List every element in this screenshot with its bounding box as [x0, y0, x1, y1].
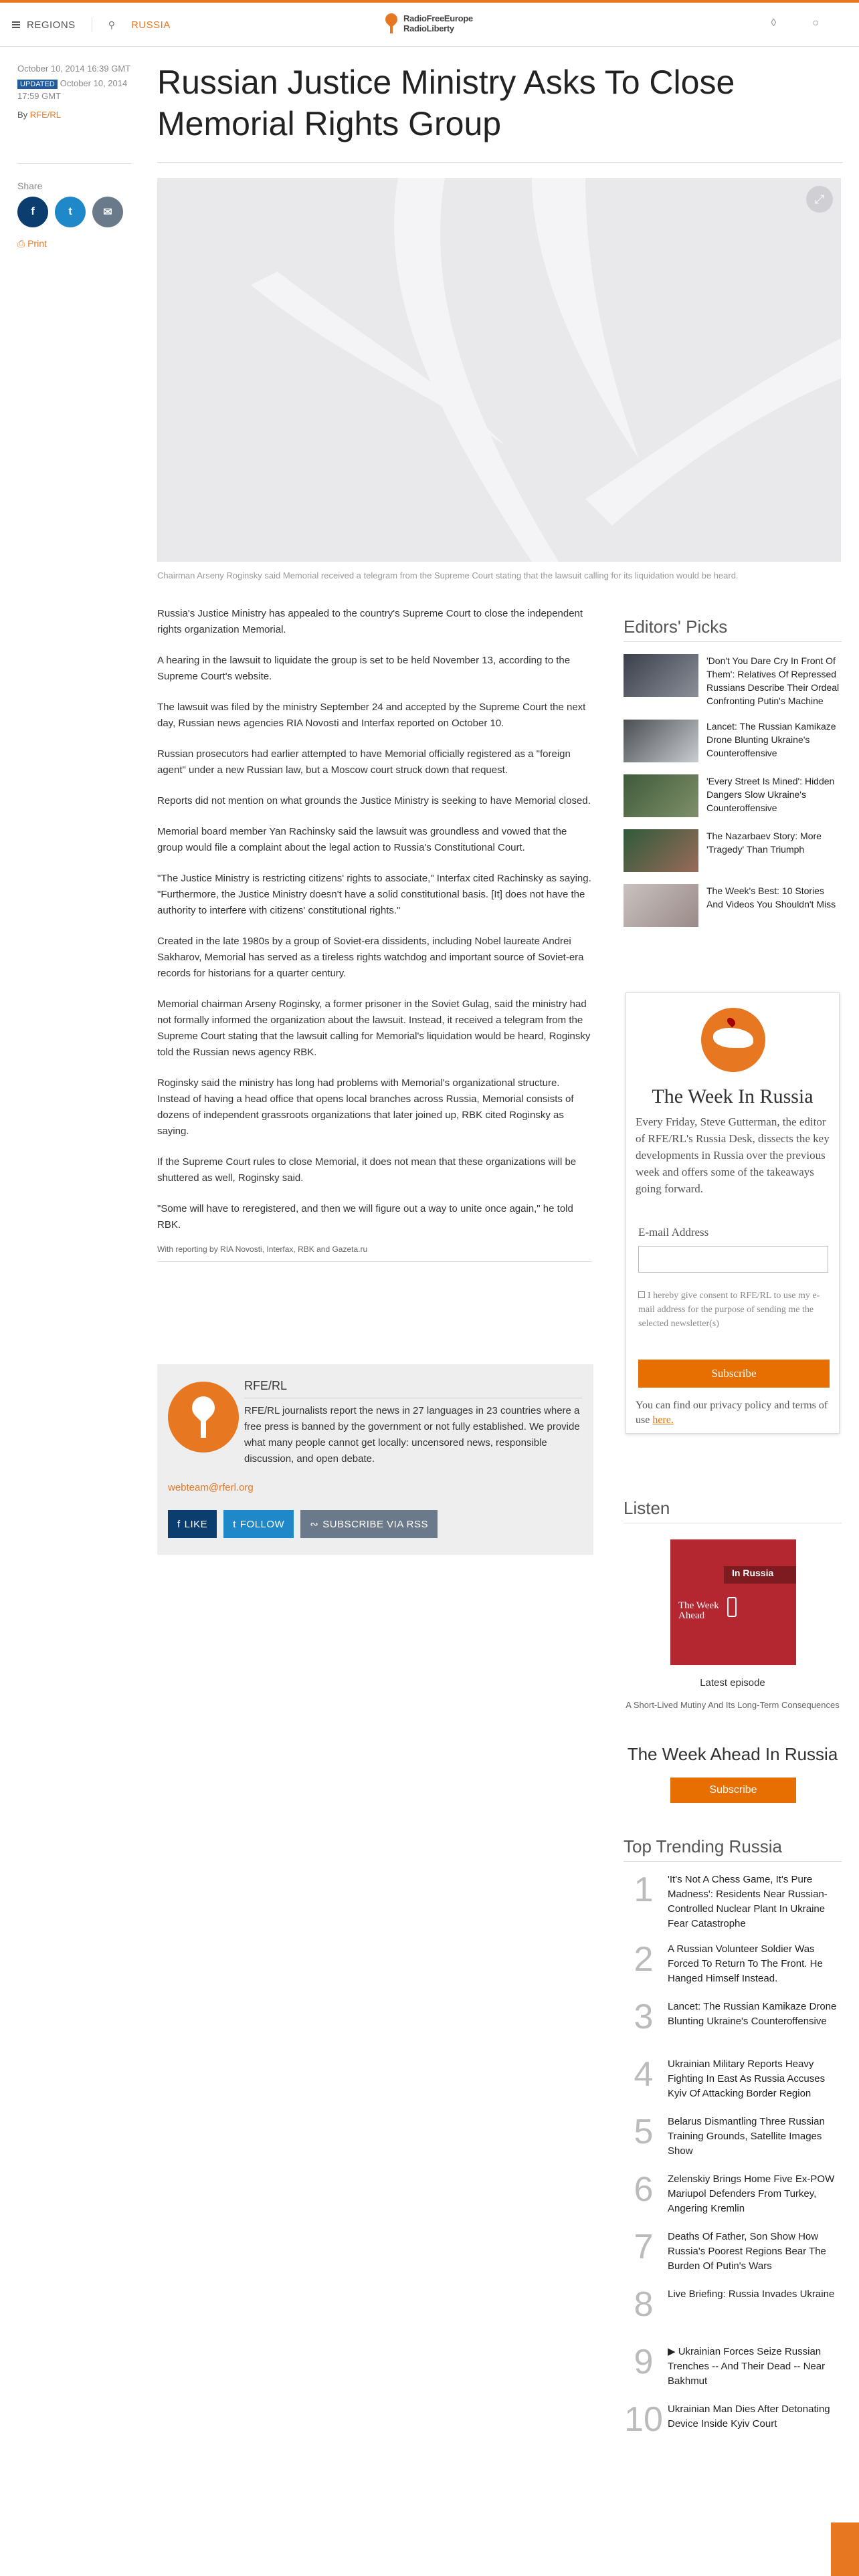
author-link[interactable]: RFE/RL [29, 110, 62, 120]
paragraph: "Some will have to reregistered, and then we will figure out a way to unite once again," he told RBK. [157, 1203, 573, 1230]
print-label: Print [27, 238, 47, 249]
editors-pick-title: 'Don't You Dare Cry In Front Of Them': Relatives Of Repressed Russians Describe Their Ordeal Confronting Putin's Machine [706, 655, 840, 706]
trending-rank: 7 [634, 2228, 654, 2266]
paragraph: The lawsuit was filed by the ministry September 24 and accepted by the Supreme Court the next day, Russian news agencies RIA Novosti and Interfax reported on October 10. [157, 702, 586, 729]
updated-line [17, 78, 131, 102]
rferl-logo-icon [168, 1382, 239, 1453]
paragraph: If the Supreme Court rules to close Memorial, it does not mean that these organizations will be shuttered as well, Roginsky said. [157, 1156, 577, 1184]
publish-date: October 10, 2014 16:39 GMT [17, 64, 131, 74]
consent-text: I hereby give consent to RFE/RL to use my e-mail address for the purpose of sending me the selected newsletter(s) [638, 1291, 820, 1329]
trending-title: Ukrainian Military Reports Heavy Fighting In East As Russia Accuses Kyiv Of Attacking Border Region [668, 2058, 826, 2099]
trending-rank: 2 [634, 1940, 654, 1979]
paragraph: Roginsky said the ministry has long had problems with Memorial's organizational structure. Instead of having a head office that opens local branches across Russia, Memorial consists of dozens of independent grassroots organizations that later joined up, RBK cited Roginsky as saying. [157, 1077, 574, 1137]
section-link-russia[interactable]: RUSSIA [130, 19, 171, 31]
rss-label: SUBSCRIBE VIA RSS [322, 1518, 429, 1530]
follow-label: FOLLOW [240, 1518, 285, 1530]
trending-title: Belarus Dismantling Three Russian Training Grounds, Satellite Images Show [668, 2116, 825, 2157]
trending-item[interactable] [624, 2172, 842, 2219]
newsletter-description: Every Friday, Steve Gutterman, the editor of RFE/RL's Russia Desk, dissects the key developments in Russia over the previous week and offers some of the takeaways going forward. [636, 1115, 830, 1195]
editors-pick-title: The Week's Best: 10 Stories And Videos You Shouldn't Miss [706, 885, 836, 909]
author-social-buttons [168, 1510, 438, 1538]
trending-heading: Top Trending Russia [624, 1836, 783, 1856]
podcast-subscribe-button[interactable]: Subscribe [670, 1778, 796, 1803]
newsletter-subscribe-button[interactable]: Subscribe [638, 1360, 830, 1388]
like-button[interactable] [168, 1510, 217, 1538]
twitter-icon: t [233, 1518, 236, 1530]
trending-title [668, 2345, 842, 2391]
twitter-icon: t [68, 206, 72, 217]
print-link[interactable] [17, 238, 47, 249]
site-logo[interactable] [383, 13, 473, 33]
editors-pick-thumbnail [624, 774, 698, 817]
logo-line-2: RadioLiberty [403, 23, 454, 33]
trending-title-text: Ukrainian Forces Seize Russian Trenches -- And Their Dead -- Near Bakhmut [668, 2346, 826, 2387]
share-buttons [17, 197, 123, 227]
trending-rank: 9 [634, 2343, 654, 2381]
trending-item[interactable] [624, 2402, 842, 2449]
trending-rank: 1 [634, 1870, 654, 1909]
artwork-label-bottom [678, 1601, 719, 1621]
author-box-name: RFE/RL [244, 1379, 288, 1392]
paragraph: A hearing in the lawsuit to liquidate the group is set to be held November 13, according to the Supreme Court's website. [157, 655, 571, 682]
trending-title: Zelenskiy Brings Home Five Ex-POW Mariupol Defenders From Turkey, Angering Kremlin [668, 2173, 835, 2214]
trending-item[interactable] [624, 2115, 842, 2161]
email-input[interactable] [638, 1246, 828, 1273]
microphone-icon [727, 1597, 737, 1617]
artwork-line-2: Ahead [678, 1610, 705, 1621]
trending-title: Ukrainian Man Dies After Detonating Device Inside Kyiv Court [668, 2403, 830, 2430]
editors-pick-title: The Nazarbaev Story: More 'Tragedy' Than Triumph [706, 831, 822, 855]
trending-title: 'It's Not A Chess Game, It's Pure Madness': Residents Near Russian-Controlled Nuclear Plant In Ukraine Fear Catastrophe [668, 1874, 828, 1929]
editors-pick-thumbnail [624, 884, 698, 927]
author-box-description: RFE/RL journalists report the news in 27 languages in 23 countries where a free press is banned by the government or not fully established. We provide what many people cannot get locally: uncensored news, responsible discussion, and open debate. [244, 1405, 580, 1465]
author-email-link[interactable]: webteam@rferl.org [168, 1482, 254, 1493]
consent-checkbox-row [638, 1289, 826, 1331]
editors-picks-heading: Editors' Picks [624, 617, 728, 637]
enlarge-image-button[interactable] [806, 186, 833, 213]
podcast-show-title[interactable]: The Week Ahead In Russia [627, 1744, 838, 1764]
trending-item[interactable] [624, 2230, 842, 2276]
listen-section [624, 1498, 842, 1523]
podcast-artwork[interactable] [670, 1539, 796, 1665]
trending-item[interactable] [624, 2057, 842, 2104]
byline [17, 109, 131, 121]
paragraph: Memorial chairman Arseny Roginsky, a former prisoner in the Soviet Gulag, said the ministry had not formally informed the organization about the lawsuit. Instead, it received a telegram from the Supreme Court stating that the lawsuit calling for Memorial's liquidation would be heard, Roginsky told the Russian news agency RBK. [157, 998, 591, 1058]
paragraph: Russia's Justice Ministry has appealed to the country's Supreme Court to close the independent rights organization Memorial. [157, 608, 583, 635]
torch-logo-icon [383, 13, 399, 33]
trending-rank: 8 [634, 2285, 654, 2324]
trending-item[interactable] [624, 1872, 842, 1931]
share-facebook-button[interactable] [17, 197, 48, 227]
artwork-line-1: The Week [678, 1600, 719, 1611]
listen-heading: Listen [624, 1498, 670, 1518]
trending-title: A Russian Volunteer Soldier Was Forced To Return To The Front. He Hanged Himself Instead. [668, 1943, 823, 1984]
editors-pick-item[interactable] [624, 829, 842, 872]
paragraph: "The Justice Ministry is restricting citizens' rights to associate," Interfax cited Rachinsky as saying. "Furthermore, the Justice Ministry doesn't have a solid constitutional basis. [It] does not have the authority to interfere with citizens' constitutional rights." [157, 873, 591, 916]
trending-rank: 3 [634, 1998, 654, 2036]
trending-rank: 6 [634, 2170, 654, 2209]
trending-item[interactable] [624, 1942, 842, 1989]
user-icon[interactable]: ○ [812, 17, 819, 29]
trending-title: Deaths Of Father, Son Show How Russia's Poorest Regions Bear The Burden Of Putin's Wars [668, 2231, 826, 2272]
privacy-note [636, 1398, 831, 1428]
updated-badge: UPDATED [17, 80, 58, 89]
language-icon[interactable]: ◊ [771, 17, 777, 29]
share-email-button[interactable] [92, 197, 123, 227]
consent-checkbox[interactable] [638, 1291, 645, 1298]
email-icon: ✉ [103, 207, 112, 218]
meta-divider [17, 163, 131, 164]
trending-item[interactable] [624, 2287, 842, 2334]
editors-picks-divider [624, 641, 842, 642]
trending-item[interactable] [624, 2000, 842, 2046]
author-box [157, 1364, 593, 1555]
russia-globe-icon [701, 1008, 765, 1072]
editors-pick-thumbnail [624, 829, 698, 872]
trending-title: Live Briefing: Russia Invades Ukraine [668, 2288, 835, 2300]
editors-pick-item[interactable] [624, 720, 842, 762]
editors-pick-item[interactable] [624, 884, 842, 927]
print-icon: ⎙ [17, 238, 25, 249]
byline-prefix: By [17, 110, 28, 120]
search-icon[interactable]: ⚲ [108, 19, 115, 30]
newsletter-title: The Week In Russia [652, 1085, 814, 1107]
follow-button[interactable] [223, 1510, 294, 1538]
regions-menu-label: REGIONS [27, 19, 76, 31]
image-caption: Chairman Arseny Roginsky said Memorial received a telegram from the Supreme Court stating that the lawsuit calling for its liquidation would be heard. [157, 570, 739, 580]
like-label: LIKE [184, 1518, 208, 1530]
expand-icon: ⤢ [814, 192, 825, 206]
editors-picks [624, 617, 842, 927]
paragraph: Russian prosecutors had earlier attempted to have Memorial officially registered as a "foreign agent" under a new Russian law, but a Moscow court struck down that request. [157, 748, 571, 776]
editors-pick-item[interactable] [624, 774, 842, 817]
placeholder-torch-graphic [157, 178, 841, 562]
editors-pick-thumbnail [624, 720, 698, 762]
regions-menu-button[interactable] [12, 19, 76, 31]
editors-pick-title: Lancet: The Russian Kamikaze Drone Blunting Ukraine's Counteroffensive [706, 721, 836, 758]
top-trending [624, 1836, 842, 2449]
editors-pick-title: 'Every Street Is Mined': Hidden Dangers Slow Ukraine's Counteroffensive [706, 776, 835, 813]
video-icon: ▶ [668, 2346, 678, 2357]
article-meta [17, 63, 131, 121]
hero-image-placeholder [157, 178, 841, 562]
article-body [157, 606, 592, 1277]
newsletter-widget [626, 992, 840, 1434]
facebook-icon: f [177, 1518, 181, 1530]
trending-item[interactable] [624, 2345, 842, 2391]
hamburger-icon [12, 21, 20, 28]
title-divider [157, 162, 843, 163]
updated-date: October 10, 2014 17:59 GMT [17, 78, 128, 101]
paragraph: Reports did not mention on what grounds the Justice Ministry is seeking to have Memorial closed. [157, 795, 591, 807]
trending-rank: 5 [634, 2113, 654, 2151]
latest-episode-label: Latest episode [700, 1677, 765, 1689]
artwork-label-top: In Russia [732, 1568, 774, 1578]
editors-pick-item[interactable] [624, 654, 842, 708]
trending-title: Lancet: The Russian Kamikaze Drone Blunting Ukraine's Counteroffensive [668, 2001, 837, 2027]
share-twitter-button[interactable] [55, 197, 86, 227]
trending-rank: 10 [624, 2400, 663, 2439]
logo-line-1: RadioFreeEurope [403, 13, 473, 23]
share-label: Share [17, 181, 43, 191]
rss-icon: ∾ [310, 1519, 319, 1530]
header-left [12, 17, 171, 32]
paragraph: Memorial board member Yan Rachinsky said the lawsuit was groundless and vowed that the group would file a complaint about the legal action to Russia's Constitutional Court. [157, 826, 567, 853]
latest-episode-title[interactable]: A Short-Lived Mutiny And Its Long-Term Consequences [626, 1700, 840, 1710]
paragraph: Created in the late 1980s by a group of Soviet-era dissidents, including Nobel laureate Andrei Sakharov, Memorial has served as a tireless rights watchdog and important source of Soviet-era records for historians for a quarter century. [157, 936, 584, 979]
editors-pick-thumbnail [624, 654, 698, 697]
trending-rank: 4 [634, 2055, 654, 2094]
privacy-link[interactable]: here. [652, 1414, 674, 1426]
rss-button[interactable] [300, 1510, 438, 1538]
reporting-credit: With reporting by RIA Novosti, Interfax, RBK and Gazeta.ru [157, 1241, 592, 1262]
scroll-to-top-button[interactable] [831, 2523, 859, 2576]
header-right [771, 17, 819, 29]
facebook-icon: f [31, 206, 35, 217]
privacy-text: You can find our privacy policy and terms of use [636, 1400, 828, 1426]
trending-divider [624, 1861, 842, 1862]
email-label: E-mail Address [638, 1226, 709, 1239]
article-title: Russian Justice Ministry Asks To Close Memorial Rights Group [157, 64, 735, 142]
site-header [0, 3, 859, 47]
